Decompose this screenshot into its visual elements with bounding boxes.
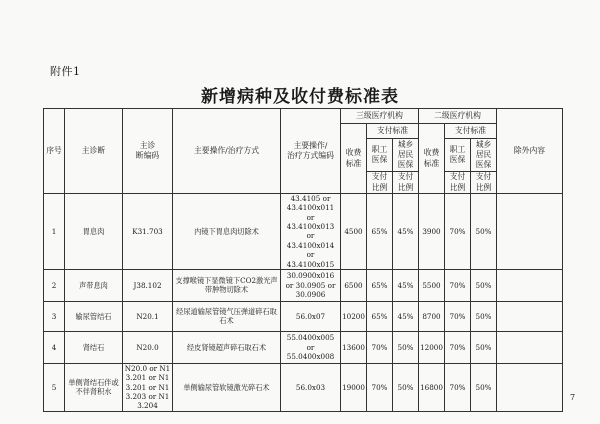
row-tier2-resident: 50% <box>471 301 497 331</box>
header-tier2-resident-ratio-text: 支付 比例 <box>475 172 492 192</box>
row-exclusions <box>497 301 563 331</box>
row-tier3-fee: 6500 <box>341 269 367 301</box>
header-tier3-employee <box>367 139 393 172</box>
row-tier2-fee: 3900 <box>419 194 445 270</box>
header-procedure-code <box>281 109 341 194</box>
row-seq: 5 <box>44 363 65 411</box>
row-tier3-employee: 70% <box>367 331 393 363</box>
row-tier3-fee: 13600 <box>341 331 367 363</box>
table-row <box>44 363 563 411</box>
row-code: N20.1 <box>123 301 173 331</box>
row-exclusions <box>497 363 563 411</box>
header-exclusions: 除外内容 <box>497 109 563 194</box>
header-diagnosis-code <box>123 109 173 194</box>
attachment-label: 附件1 <box>50 65 81 78</box>
row-tier3-fee: 10200 <box>341 301 367 331</box>
row-tier3-employee: 65% <box>367 194 393 270</box>
row-seq: 1 <box>44 194 65 270</box>
row-tier2-fee: 16800 <box>419 363 445 411</box>
row-seq: 3 <box>44 301 65 331</box>
header-tier3-employee-ratio-text: 支付 比例 <box>371 172 388 192</box>
header-tier2-resident-text: 城乡 居民 医保 <box>475 139 492 170</box>
header-tier3-employee-text: 职工 医保 <box>371 144 388 164</box>
row-tier3-employee: 70% <box>367 363 393 411</box>
page-title: 新增病种及收付费标准表 <box>201 87 399 107</box>
row-diagnosis: 输尿管结石 <box>65 301 123 331</box>
row-code: N20.0 or N13.201 or N13.201 or N13.203 or N13.204 <box>123 363 173 411</box>
row-exclusions <box>497 194 563 270</box>
header-tier2-resident <box>471 139 497 172</box>
row-diagnosis: 声带息肉 <box>65 269 123 301</box>
row-tier2-employee: 70% <box>445 363 471 411</box>
header-tier3-fee-text: 收费 标准 <box>345 148 362 168</box>
header-tier2-fee-text: 收费 标准 <box>423 148 440 168</box>
row-tier3-employee: 65% <box>367 269 393 301</box>
row-procedure-code: 56.0x07 <box>281 301 341 331</box>
row-tier3-resident: 50% <box>393 331 419 363</box>
row-tier2-fee: 12000 <box>419 331 445 363</box>
fee-standard-table <box>43 108 563 412</box>
page-number: 7 <box>570 393 576 402</box>
table-row <box>44 194 563 270</box>
row-diagnosis: 单侧肾结石伴或不伴肾积水 <box>65 363 123 411</box>
header-tier2-fee <box>419 124 445 194</box>
row-procedure: 内镜下胃息肉切除术 <box>173 194 281 270</box>
header-tier2-employee-text: 职工 医保 <box>449 144 466 164</box>
row-code: N20.0 <box>123 331 173 363</box>
header-tier2: 二级医疗机构 <box>419 109 497 124</box>
header-procedure: 主要操作/治疗方式 <box>173 109 281 194</box>
header-diagnosis-code-text: 主诊 断编码 <box>135 140 160 160</box>
header-seq: 序号 <box>44 109 65 194</box>
row-seq: 2 <box>44 269 65 301</box>
row-tier2-employee: 70% <box>445 194 471 270</box>
table-row <box>44 269 563 301</box>
row-seq: 4 <box>44 331 65 363</box>
row-procedure: 支撑喉镜下显微镜下CO2激光声带肿物切除术 <box>173 269 281 301</box>
header-tier3-resident <box>393 139 419 172</box>
row-procedure-code: 43.4105 or 43.4100x011 or 43.4100x013 or 43.4100x014 or 43.4100x015 <box>281 194 341 270</box>
row-tier3-resident: 50% <box>393 363 419 411</box>
row-procedure: 经尿道输尿管镜气压弹道碎石取石术 <box>173 301 281 331</box>
row-tier3-resident: 45% <box>393 194 419 270</box>
row-tier3-fee: 4500 <box>341 194 367 270</box>
header-tier2-resident-ratio <box>471 172 497 194</box>
header-tier2-pay-standard: 支付标准 <box>445 124 497 139</box>
row-tier2-fee: 5500 <box>419 269 445 301</box>
row-exclusions <box>497 331 563 363</box>
header-tier3-resident-ratio <box>393 172 419 194</box>
header-tier2-employee-ratio <box>445 172 471 194</box>
row-tier3-resident: 45% <box>393 269 419 301</box>
row-diagnosis: 胃息肉 <box>65 194 123 270</box>
row-tier3-fee: 19000 <box>341 363 367 411</box>
header-main-diagnosis: 主诊断 <box>65 109 123 194</box>
header-tier2-employee-ratio-text: 支付 比例 <box>449 172 466 192</box>
header-tier3-resident-ratio-text: 支付 比例 <box>397 172 414 192</box>
row-procedure-code: 30.0900x016 or 30.0905 or 30.0906 <box>281 269 341 301</box>
row-procedure-code: 56.0x03 <box>281 363 341 411</box>
row-tier2-employee: 70% <box>445 301 471 331</box>
row-tier2-employee: 70% <box>445 269 471 301</box>
row-procedure-code: 55.0400x005 or 55.0400x008 <box>281 331 341 363</box>
row-tier2-resident: 50% <box>471 363 497 411</box>
header-tier3-resident-text: 城乡 居民 医保 <box>397 139 414 170</box>
header-tier3: 三级医疗机构 <box>341 109 419 124</box>
table-row <box>44 301 563 331</box>
header-procedure-code-text: 主要操作/ 治疗方式编码 <box>287 140 334 160</box>
row-tier2-resident: 50% <box>471 269 497 301</box>
row-tier2-resident: 50% <box>471 194 497 270</box>
row-tier3-employee: 65% <box>367 301 393 331</box>
row-procedure: 经皮肾镜超声碎石取石术 <box>173 331 281 363</box>
row-tier3-resident: 45% <box>393 301 419 331</box>
header-tier3-employee-ratio <box>367 172 393 194</box>
row-procedure: 单侧输尿管软镜激光碎石术 <box>173 363 281 411</box>
table-row <box>44 331 563 363</box>
row-code: K31.703 <box>123 194 173 270</box>
header-tier2-employee <box>445 139 471 172</box>
row-tier2-employee: 70% <box>445 331 471 363</box>
row-tier2-resident: 50% <box>471 331 497 363</box>
header-tier3-pay-standard: 支付标准 <box>367 124 419 139</box>
row-diagnosis: 肾结石 <box>65 331 123 363</box>
header-tier3-fee <box>341 124 367 194</box>
row-code: J38.102 <box>123 269 173 301</box>
row-exclusions <box>497 269 563 301</box>
row-tier2-fee: 8700 <box>419 301 445 331</box>
